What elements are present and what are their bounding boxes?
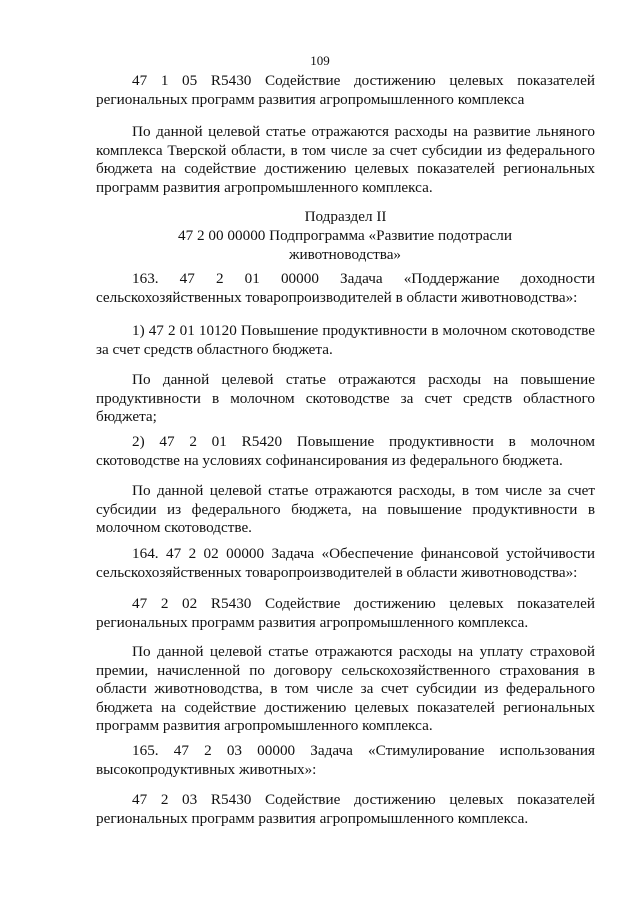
article-47-1-05-r5430-description: По данной целевой статье отражаются расходы на развитие льняного комплекса Тверской области, в том числе за счет субсидии из федерального бюджета на содействие достижению целевых показателей региональных программ развития агропромышленного комплекса.	[96, 123, 595, 196]
article-47-2-01-10120-heading: 1) 47 2 01 10120 Повышение продуктивности в молочном скотоводстве за счет средств областного бюджета.	[96, 322, 595, 358]
article-47-2-01-10120-description: По данной целевой статье отражаются расходы на повышение продуктивности в молочном скотоводстве за счет средств областного бюджета;	[96, 371, 595, 425]
task-165-heading: 165. 47 2 03 00000 Задача «Стимулирование использования высокопродуктивных животных»:	[96, 742, 595, 778]
subsection-title: Подраздел II	[304, 208, 387, 225]
task-164-heading: 164. 47 2 02 00000 Задача «Обеспечение финансовой устойчивости сельскохозяйственных товаропроизводителей в области животноводства»:	[96, 545, 595, 581]
article-47-1-05-r5430-heading: 47 1 05 R5430 Содействие достижению целевых показателей региональных программ развития агропромышленного комплекса	[96, 72, 595, 108]
article-47-2-01-r5420-description: По данной целевой статье отражаются расходы, в том числе за счет субсидии из федерального бюджета, на повышение продуктивности в молочном скотоводстве.	[96, 482, 595, 536]
article-47-2-01-r5420-heading: 2) 47 2 01 R5420 Повышение продуктивности в молочном скотоводстве на условиях софинансирования из федерального бюджета.	[96, 433, 595, 469]
article-47-2-02-r5430-description: По данной целевой статье отражаются расходы на уплату страховой премии, начисленной по договору сельскохозяйственного страхования в области животноводства, в том числе за счет субсидии из федерального бюджета на содействие достижению целевых показателей региональных программ развития агропромышленного комплекса.	[96, 643, 595, 734]
page-number: 109	[310, 53, 330, 68]
article-47-2-03-r5430-heading: 47 2 03 R5430 Содействие достижению целевых показателей региональных программ развития агропромышленного комплекса.	[96, 791, 595, 827]
article-47-2-02-r5430-heading: 47 2 02 R5430 Содействие достижению целевых показателей региональных программ развития агропромышленного комплекса.	[96, 595, 595, 631]
task-163-heading: 163. 47 2 01 00000 Задача «Поддержание доходности сельскохозяйственных товаропроизводителей в области животноводства»:	[96, 270, 595, 306]
subprogram-title: 47 2 00 00000 Подпрограмма «Развитие подотрасли животноводства»	[178, 227, 512, 263]
